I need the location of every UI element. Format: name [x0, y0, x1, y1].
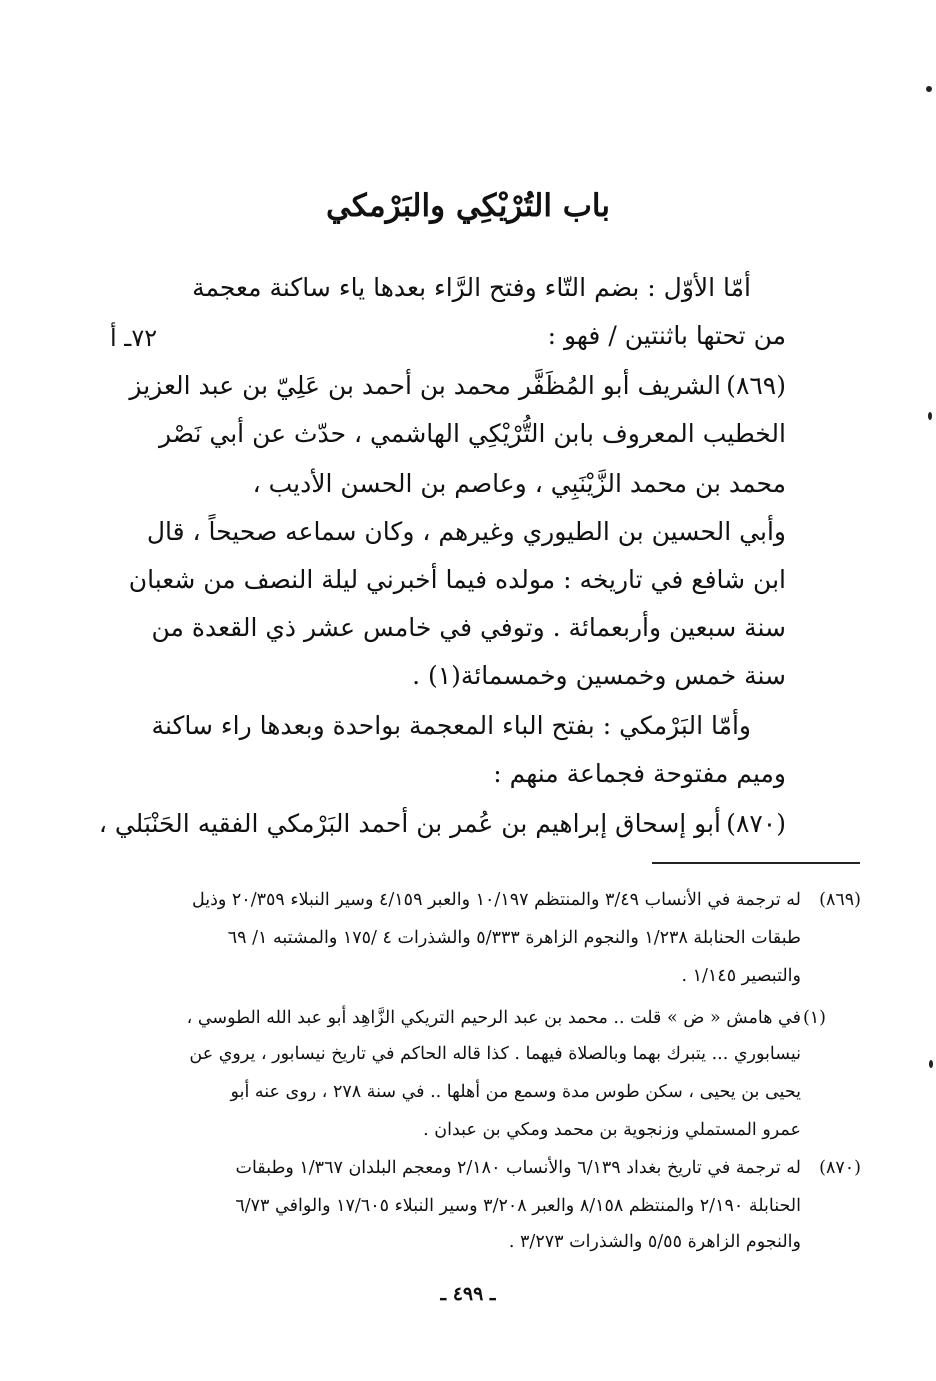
footnote-870-line-2: الحنابلة ٢/١٩٠ والمنتظم ٨/١٥٨ والعبر ٣/٢٠٨ وسير النبلاء ١٧/٦٠٥ والوافي ٦/٧٣	[235, 1196, 801, 1216]
footnote-870-line-3: والنجوم الزاهرة ٥/٥٥ والشذرات ٣/٢٧٣ .	[508, 1232, 801, 1252]
entry-870-line-1: أبو إسحاق إبراهيم بن عُمر بن أحمد البَرْمكي الفقيه الحَنْبَلي ،	[98, 809, 721, 838]
folio-marker: ٧٢ـ أ	[110, 324, 158, 352]
scan-speck	[928, 412, 932, 420]
footnote-869-number: (٨٦٩)	[819, 890, 861, 910]
footnote-869-line-2: طبقات الحنابلة ١/٢٣٨ والنجوم الزاهرة ٥/٣٣٣ والشذرات ٤ /١٧٥ والمشتبه ١/ ٦٩	[227, 928, 801, 948]
entry-869-line-7: سنة خمس وخمسين وخمسمائة(١) .	[412, 661, 786, 690]
footnote-1-line-1: في هامش « ض » قلت .. محمد بن عبد الرحيم التريكي الزَّاهِد أبو عبد الله الطوسي ،	[186, 1008, 801, 1028]
scan-speck	[929, 1060, 933, 1068]
footnote-1-line-4: عمرو المستملي وزنجوية بن محمد ومكي بن عبدان .	[423, 1120, 801, 1140]
footnote-separator	[652, 862, 860, 864]
footnote-870-line-1: له ترجمة في تاريخ بغداد ٦/١٣٩ والأنساب ٢/١٨٠ ومعجم البلدان ١/٣٦٧ وطبقات	[235, 1158, 801, 1178]
body-line-4: وميم مفتوحة فجماعة منهم :	[493, 759, 786, 788]
footnote-1-line-3: يحيى بن يحيى ، سكن طوس مدة وسمع من أهلها .. في سنة ٢٧٨ ، روى عنه أبو	[230, 1082, 801, 1102]
entry-869-line-4: وأبي الحسين بن الطيوري وغيرهم ، وكان سماعه صحيحاً ، قال	[146, 517, 786, 546]
entry-870-number: (٨٧٠)	[726, 809, 786, 838]
footnote-869-line-3: والتبصير ١/١٤٥ .	[681, 966, 801, 986]
chapter-title: باب التُرْيْكِي والبَرْمكي	[326, 188, 610, 224]
body-line-1: أمّا الأوّل : بضم التّاء وفتح الرَّاء بعدها ياء ساكنة معجمة	[192, 273, 751, 302]
footnote-870-number: (٨٧٠)	[819, 1158, 861, 1178]
scan-speck	[926, 86, 932, 92]
footnote-1-number: (١)	[802, 1008, 826, 1028]
entry-869-line-3: محمد بن محمد الزَّيْنَبِي ، وعاصم بن الحسن الأديب ،	[252, 469, 786, 498]
footnote-1-line-2: نيسابوري ... يتبرك بهما وبالصلاة فيهما . كذا قاله الحاكم في تاريخ نيسابور ، يروي عن	[189, 1044, 801, 1064]
entry-869-line-1: الشريف أبو المُظَفَّر محمد بن أحمد بن عَلِيّ بن عبد العزيز	[129, 371, 721, 400]
entry-869-line-6: سنة سبعين وأربعمائة . وتوفي في خامس عشر ذي القعدة من	[151, 613, 786, 642]
entry-869-number: (٨٦٩)	[726, 371, 786, 400]
body-line-3: وأمّا البَرْمكي : بفتح الباء المعجمة بواحدة وبعدها راء ساكنة	[151, 711, 751, 740]
page-number: ـ ٤٩٩ ـ	[440, 1283, 496, 1305]
body-line-2: من تحتها باثنتين / فهو :	[547, 321, 786, 350]
entry-869-line-5: ابن شافع في تاريخه : مولده فيما أخبرني ليلة النصف من شعبان	[128, 565, 786, 594]
footnote-869-line-1: له ترجمة في الأنساب ٣/٤٩ والمنتظم ١٠/١٩٧ والعبر ٤/١٥٩ وسير النبلاء ٢٠/٣٥٩ وذيل	[191, 890, 801, 910]
entry-869-line-2: الخطيب المعروف بابن التُّرْيْكِي الهاشمي ، حدّث عن أبي نَصْر	[159, 419, 786, 448]
